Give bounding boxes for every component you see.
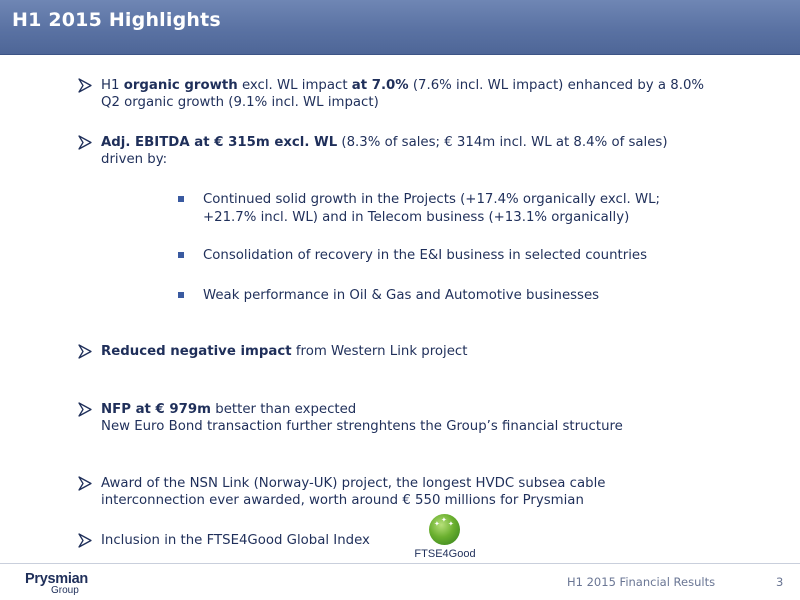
bullet-text: Inclusion in the FTSE4Good Global Index [101, 533, 370, 548]
sub-bullet-projects [178, 191, 660, 227]
brand-name: Prysmian [25, 571, 88, 587]
arrow-bullet-icon [76, 475, 94, 492]
square-bullet-icon [178, 196, 184, 202]
page-number: 3 [776, 575, 784, 589]
sub-bullet-text: Consolidation of recovery in the E&I business in selected countries [203, 248, 648, 263]
slide-title: H1 2015 Highlights [12, 9, 221, 31]
bullet-nsn-link [76, 475, 605, 509]
square-bullet-icon [178, 292, 184, 298]
bullet-adj-ebitda [76, 134, 668, 168]
bullet-organic-growth [76, 77, 704, 111]
ftse4good-logo-text: FTSE4Good [414, 548, 476, 560]
ftse4good-globe-icon: ✦ ✦ ✦ [429, 514, 460, 545]
sub-bullet-text: Weak performance in Oil & Gas and Automotive businesses [203, 288, 600, 303]
bullet-text: NFP at € 979m better than expected New Euro Bond transaction further strenghtens the Group’s financial structure [101, 402, 623, 434]
arrow-bullet-icon [76, 343, 94, 360]
bullet-text: H1 organic growth excl. WL impact at 7.0% (7.6% incl. WL impact) enhanced by a 8.0% Q2 organic growth (9.1% incl. WL impact) [101, 78, 705, 110]
bullet-text: Adj. EBITDA at € 315m excl. WL (8.3% of sales; € 314m incl. WL at 8.4% of sales) driven by: [101, 135, 668, 167]
bullet-text: Reduced negative impact from Western Link project [101, 344, 468, 359]
bullet-ftse4good [76, 532, 370, 549]
arrow-bullet-icon [76, 134, 94, 151]
footer-divider [0, 563, 800, 564]
ftse4good-logo [413, 512, 477, 564]
footer-title: H1 2015 Financial Results [567, 575, 716, 589]
bullet-western-link [76, 343, 467, 360]
sub-bullet-ei [178, 247, 647, 265]
brand-sub: Group [51, 585, 79, 596]
sub-bullet-text: Continued solid growth in the Projects (+17.4% organically excl. WL; +21.7% incl. WL) and in Telecom business (+13.1% organically) [203, 192, 661, 225]
arrow-bullet-icon [76, 532, 94, 549]
sub-bullet-oil-gas [178, 287, 599, 305]
square-bullet-icon [178, 252, 184, 258]
arrow-bullet-icon [76, 77, 94, 94]
prysmian-logo [25, 571, 95, 597]
arrow-bullet-icon [76, 401, 94, 418]
bullet-nfp [76, 401, 623, 435]
bullet-text: Award of the NSN Link (Norway-UK) project, the longest HVDC subsea cable interconnection ever awarded, worth around € 550 millions for Prysmian [101, 476, 606, 508]
